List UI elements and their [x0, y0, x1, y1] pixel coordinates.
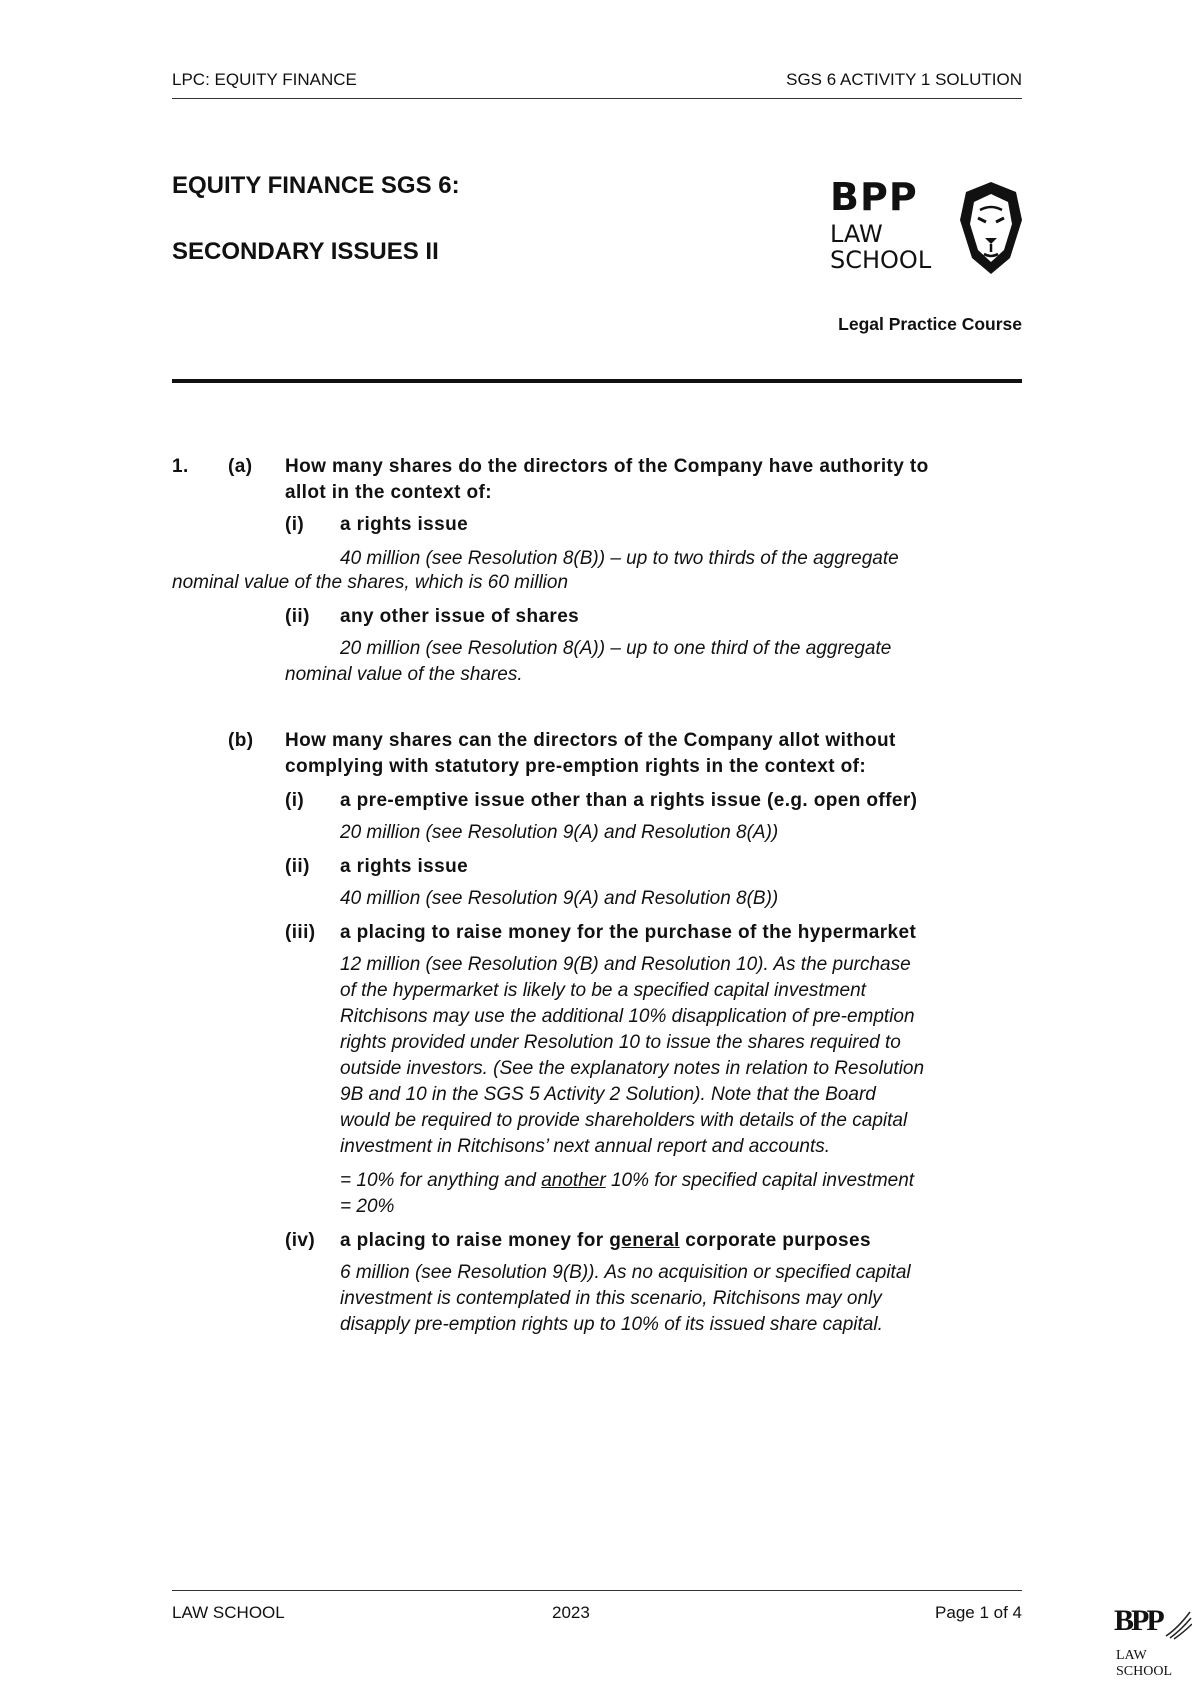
a-i-answer-line2: nominal value of the shares, which is 60 million	[172, 572, 569, 593]
a-ii-answer-line1: 20 million (see Resolution 8(A)) – up to one third of the aggregate	[340, 638, 892, 659]
calc-text-underlined: another	[541, 1170, 606, 1191]
header-left: LPC: EQUITY FINANCE	[172, 70, 357, 89]
b-iii-answer-line1: 12 million (see Resolution 9(B) and Resolution 10). As the purchase	[340, 954, 911, 975]
b-iv-answer-line3: disapply pre-emption rights up to 10% of its issued share capital.	[340, 1314, 883, 1335]
b-iv-text-pre: a placing to raise money for	[340, 1230, 610, 1251]
b-iv-text-post: corporate purposes	[679, 1230, 871, 1251]
b-iii-label: (iii)	[285, 922, 316, 943]
part-a-question-line2: allot in the context of:	[285, 482, 492, 503]
calc-text-post: 10% for specified capital investment	[605, 1170, 915, 1191]
logo-brand: BPP	[830, 175, 918, 219]
lion-head-icon	[958, 180, 1024, 276]
bpp-law-school-logo	[830, 175, 1030, 288]
part-a-question-line1: How many shares do the directors of the Company have authority to	[285, 456, 929, 477]
b-iv-label: (iv)	[285, 1230, 316, 1251]
b-iv-answer-line2: investment is contemplated in this scenario, Ritchisons may only	[340, 1288, 882, 1309]
b-iii-answer-line4: rights provided under Resolution 10 to issue the shares required to	[340, 1032, 901, 1053]
page-header	[172, 70, 1022, 99]
b-iii-answer-line8: investment in Ritchisons’ next annual report and accounts.	[340, 1136, 831, 1157]
footer-logo-sub: LAW SCHOOL	[1116, 1648, 1173, 1679]
page-footer	[172, 1590, 1022, 1622]
footer-bpp-logo	[1114, 1604, 1192, 1680]
logo-law: LAW	[830, 220, 883, 248]
b-iii-answer-line6: 9B and 10 in the SGS 5 Activity 2 Solution). Note that the Board	[340, 1084, 876, 1105]
b-iii-answer-line3: Ritchisons may use the additional 10% disapplication of pre-emption	[340, 1006, 915, 1027]
b-ii-text: a rights issue	[340, 856, 469, 877]
b-i-label: (i)	[285, 790, 305, 811]
b-iv-answer-line1: 6 million (see Resolution 9(B)). As no acquisition or specified capital	[340, 1262, 911, 1283]
doc-title-line2: SECONDARY ISSUES II	[172, 238, 439, 265]
part-b-question-line2: complying with statutory pre-emption rights in the context of:	[285, 756, 867, 777]
swoosh-icon	[1164, 1610, 1192, 1640]
b-iv-text	[340, 1228, 871, 1254]
b-i-text: a pre-emptive issue other than a rights issue (e.g. open offer)	[340, 790, 918, 811]
part-b-question-line1: How many shares can the directors of the Company allot without	[285, 730, 896, 751]
b-i-answer: 20 million (see Resolution 9(A) and Resolution 8(A))	[340, 822, 779, 843]
a-i-label: (i)	[285, 514, 305, 535]
footer-logo-brand: BPP	[1114, 1604, 1162, 1637]
b-ii-answer: 40 million (see Resolution 9(A) and Resolution 8(B))	[340, 888, 779, 909]
doc-title-line1: EQUITY FINANCE SGS 6:	[172, 172, 460, 199]
course-name: Legal Practice Course	[838, 314, 1022, 334]
a-ii-text: any other issue of shares	[340, 606, 580, 627]
a-i-text: a rights issue	[340, 514, 469, 535]
calc-text-pre: = 10% for anything and	[340, 1170, 542, 1191]
title-divider	[172, 379, 1022, 383]
b-iii-text: a placing to raise money for the purchase of the hypermarket	[340, 922, 917, 943]
logo-school: SCHOOL	[830, 246, 932, 274]
a-ii-answer-line2: nominal value of the shares.	[285, 664, 523, 685]
part-b-label: (b)	[228, 730, 254, 751]
part-a-label: (a)	[228, 456, 253, 477]
footer-left: LAW SCHOOL	[172, 1603, 285, 1622]
header-right: SGS 6 ACTIVITY 1 SOLUTION	[786, 70, 1022, 89]
question-number: 1.	[172, 456, 189, 477]
footer-year: 2023	[552, 1603, 590, 1622]
b-iii-calc-line1	[340, 1168, 914, 1194]
b-iii-calc-line2: = 20%	[340, 1196, 395, 1217]
b-iv-text-underlined: general	[609, 1230, 680, 1251]
page-number: Page 1 of 4	[935, 1603, 1022, 1622]
b-ii-label: (ii)	[285, 856, 310, 877]
b-iii-answer-line5: outside investors. (See the explanatory notes in relation to Resolution	[340, 1058, 925, 1079]
b-iii-answer-line2: of the hypermarket is likely to be a specified capital investment	[340, 980, 866, 1001]
a-i-answer-line1: 40 million (see Resolution 8(B)) – up to two thirds of the aggregate	[340, 548, 899, 569]
b-iii-answer-line7: would be required to provide shareholders with details of the capital	[340, 1110, 908, 1131]
a-ii-label: (ii)	[285, 606, 310, 627]
